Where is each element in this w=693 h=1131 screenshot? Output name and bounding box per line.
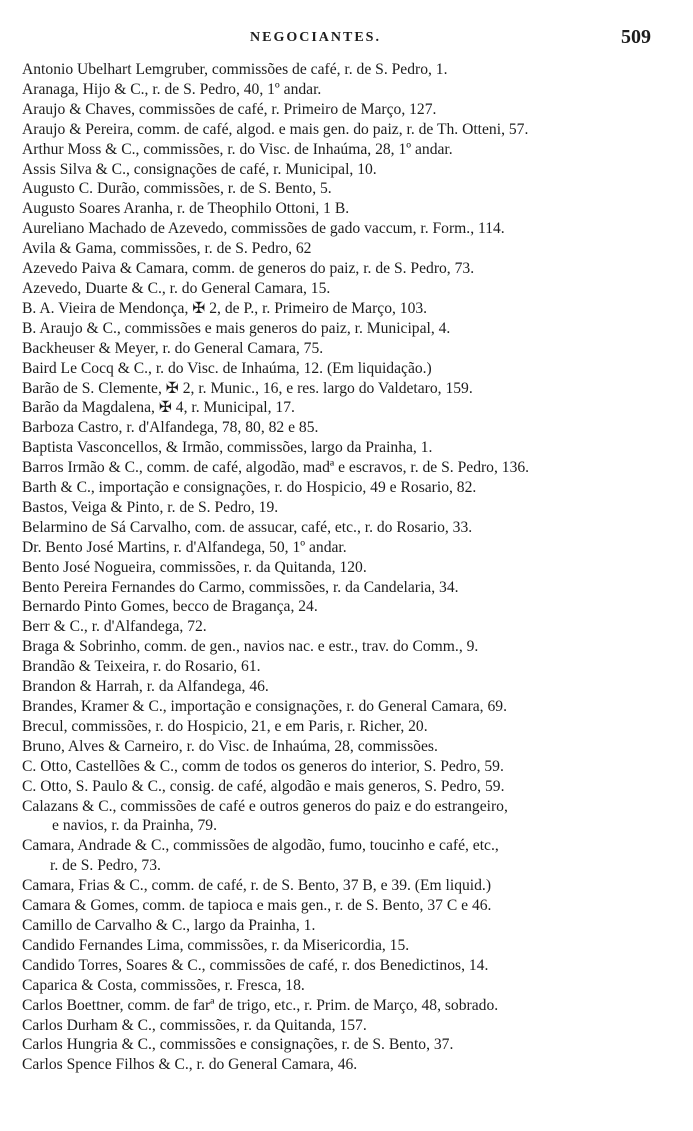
- directory-entry: Bastos, Veiga & Pinto, r. de S. Pedro, 19.: [22, 498, 279, 516]
- directory-entry: Barros Irmão & C., comm. de café, algodão, madª e escravos, r. de S. Pedro, 136.: [22, 459, 530, 477]
- directory-entry: Bento José Nogueira, commissões, r. da Quitanda, 120.: [22, 558, 367, 576]
- directory-entry: Avila & Gama, commissões, r. de S. Pedro, 62: [22, 240, 312, 258]
- directory-entry: Azevedo Paiva & Camara, comm. de generos do paiz, r. de S. Pedro, 73.: [22, 260, 475, 278]
- running-title: NEGOCIANTES.: [250, 30, 381, 45]
- directory-entry-continuation: r. de S. Pedro, 73.: [50, 857, 161, 875]
- directory-entry: Araujo & Pereira, comm. de café, algod. e mais gen. do paiz, r. de Th. Otteni, 57.: [22, 120, 529, 138]
- page-number: 509: [621, 26, 651, 48]
- directory-entry: C. Otto, S. Paulo & C., consig. de café, algodão e mais generos, S. Pedro, 59.: [22, 777, 505, 795]
- directory-entry-continuation: e navios, r. da Prainha, 79.: [52, 817, 217, 835]
- directory-entry: Candido Torres, Soares & C., commissões de café, r. dos Benedictinos, 14.: [22, 956, 489, 974]
- directory-entry: Barth & C., importação e consignações, r. do Hospicio, 49 e Rosario, 82.: [22, 479, 477, 497]
- directory-entry: Bento Pereira Fernandes do Carmo, commissões, r. da Candelaria, 34.: [22, 578, 459, 596]
- directory-entry: B. Araujo & C., commissões e mais generos do paiz, r. Municipal, 4.: [22, 319, 451, 337]
- directory-entry: Assis Silva & C., consignações de café, r. Municipal, 10.: [22, 160, 377, 178]
- directory-entry: Camara, Andrade & C., commissões de algodão, fumo, toucinho e café, etc.,: [22, 837, 499, 855]
- directory-entry: Brecul, commissões, r. do Hospicio, 21, e em Paris, r. Richer, 20.: [22, 717, 428, 735]
- directory-entry: Bernardo Pinto Gomes, becco de Bragança, 24.: [22, 598, 318, 616]
- directory-entry: Carlos Durham & C., commissões, r. da Quitanda, 157.: [22, 1016, 367, 1034]
- directory-entry: Carlos Boettner, comm. de farª de trigo, etc., r. Prim. de Março, 48, sobrado.: [22, 996, 499, 1014]
- directory-entry: Belarmino de Sá Carvalho, com. de assucar, café, etc., r. do Rosario, 33.: [22, 518, 473, 536]
- directory-entry: Braga & Sobrinho, comm. de gen., navios nac. e estr., trav. do Comm., 9.: [22, 638, 479, 656]
- directory-entry: Dr. Bento José Martins, r. d'Alfandega, 50, 1º andar.: [22, 538, 347, 556]
- directory-entry: Calazans & C., commissões de café e outros generos do paiz e do estrangeiro,: [22, 797, 508, 815]
- directory-entry: Augusto C. Durão, commissões, r. de S. Bento, 5.: [22, 180, 332, 198]
- directory-entry: Backheuser & Meyer, r. do General Camara, 75.: [22, 339, 324, 357]
- directory-entry: Baptista Vasconcellos, & Irmão, commissões, largo da Prainha, 1.: [22, 439, 433, 457]
- directory-entry: Brandon & Harrah, r. da Alfandega, 46.: [22, 678, 269, 696]
- directory-entry: Barboza Castro, r. d'Alfandega, 78, 80, 82 e 85.: [22, 419, 319, 437]
- directory-entry: Aureliano Machado de Azevedo, commissões de gado vaccum, r. Form., 114.: [22, 220, 505, 238]
- directory-entry: B. A. Vieira de Mendonça, ✠ 2, de P., r. Primeiro de Março, 103.: [22, 299, 428, 317]
- directory-entry: Brandes, Kramer & C., importação e consignações, r. do General Camara, 69.: [22, 698, 507, 715]
- directory-entry: Berr & C., r. d'Alfandega, 72.: [22, 618, 207, 636]
- directory-entry: Brandão & Teixeira, r. do Rosario, 61.: [22, 658, 261, 676]
- directory-entry: Barão da Magdalena, ✠ 4, r. Municipal, 17.: [22, 399, 295, 417]
- directory-entry: C. Otto, Castellões & C., comm de todos os generos do interior, S. Pedro, 59.: [22, 757, 504, 775]
- directory-list: [22, 60, 654, 1075]
- directory-entry: Camillo de Carvalho & C., largo da Prainha, 1.: [22, 916, 316, 934]
- directory-entry: Camara & Gomes, comm. de tapioca e mais gen., r. de S. Bento, 37 C e 46.: [22, 897, 492, 915]
- directory-entry: Camara, Frias & C., comm. de café, r. de S. Bento, 37 B, e 39. (Em liquid.): [22, 877, 492, 895]
- directory-entry: Augusto Soares Aranha, r. de Theophilo Ottoni, 1 B.: [22, 200, 350, 218]
- directory-entry: Antonio Ubelhart Lemgruber, commissões de café, r. de S. Pedro, 1.: [22, 61, 448, 78]
- directory-entry: Carlos Hungria & C., commissões e consignações, r. de S. Bento, 37.: [22, 1036, 454, 1054]
- page-header: [0, 28, 693, 52]
- directory-entry: Caparica & Costa, commissões, r. Fresca, 18.: [22, 976, 305, 994]
- directory-entry: Aranaga, Hijo & C., r. de S. Pedro, 40, 1º andar.: [22, 80, 322, 98]
- directory-entry: Araujo & Chaves, commissões de café, r. Primeiro de Março, 127.: [22, 100, 437, 118]
- directory-entry: Bruno, Alves & Carneiro, r. do Visc. de Inhaúma, 28, commissões.: [22, 737, 438, 755]
- directory-entry: Carlos Spence Filhos & C., r. do General Camara, 46.: [22, 1056, 358, 1074]
- directory-entry: Barão de S. Clemente, ✠ 2, r. Munic., 16, e res. largo do Valdetaro, 159.: [22, 379, 473, 397]
- directory-entry: Candido Fernandes Lima, commissões, r. da Misericordia, 15.: [22, 936, 410, 954]
- directory-entry: Baird Le Cocq & C., r. do Visc. de Inhaúma, 12. (Em liquidação.): [22, 359, 432, 377]
- directory-entry: Azevedo, Duarte & C., r. do General Camara, 15.: [22, 279, 331, 297]
- directory-entry: Arthur Moss & C., commissões, r. do Visc. de Inhaúma, 28, 1º andar.: [22, 140, 453, 158]
